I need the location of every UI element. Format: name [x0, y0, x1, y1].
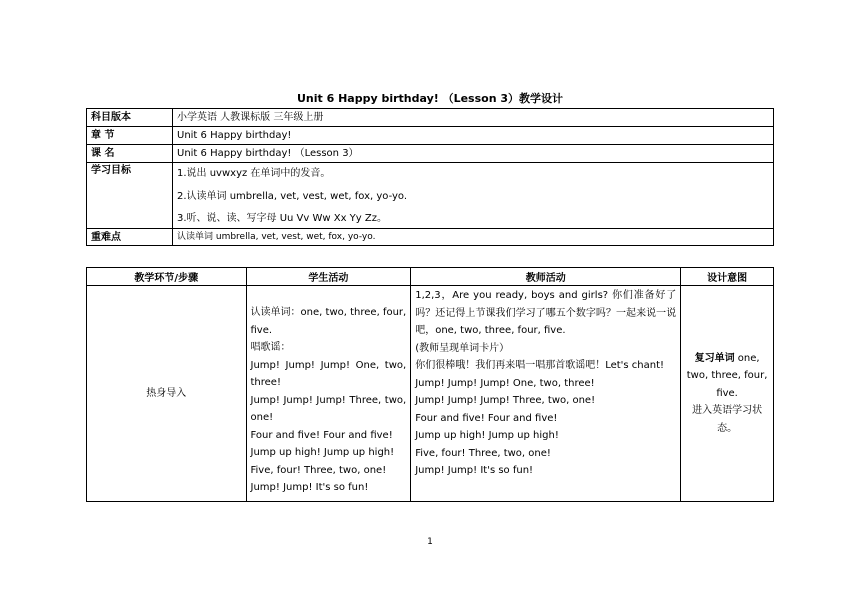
teacher-line: Jump! Jump! It's so fun! [415, 465, 534, 476]
table-row [87, 229, 774, 246]
student-line: Jump up high! Jump up high! [250, 447, 395, 458]
intent-words: one, two, three, four, five. [686, 352, 768, 399]
goal-item: 2.认读单词 umbrella, vet, vest, wet, fox, yo-yo. [177, 191, 408, 202]
teacher-line: Four and five! Four and five! [415, 412, 558, 424]
lesson-plan-table [86, 267, 774, 502]
goals-cell [173, 163, 774, 229]
table-row [87, 127, 774, 145]
key-points-label: 重难点 [87, 229, 173, 246]
course-info-table [86, 108, 774, 246]
table-header-row [87, 268, 774, 286]
table-row [87, 145, 774, 163]
column-header: 学生活动 [246, 268, 411, 286]
student-line: Jump! Jump! Jump! One, two, three! [250, 359, 407, 388]
teacher-line: (教师呈现单词卡片） [415, 342, 510, 354]
teacher-activity-cell [411, 286, 681, 502]
chapter-value: Unit 6 Happy birthday! [173, 127, 774, 145]
lesson-value: Unit 6 Happy birthday! （Lesson 3） [173, 145, 774, 163]
teacher-line: 1,2,3，Are you ready, boys and girls? 你们准备好了吗？还记得上节课我们学习了哪五个数字吗？一起来说一说吧，one, two, three, four, five. [415, 290, 677, 336]
student-line: 唱歌谣： [250, 342, 291, 353]
goal-item: 3.听、说、读、写字母 Uu Vv Ww Xx Yy Zz。 [177, 213, 387, 224]
student-line: Jump! Jump! It's so fun! [250, 482, 369, 493]
edition-value: 小学英语 人教课标版 三年级上册 [173, 109, 774, 127]
intent-rest: 进入英语学习状态。 [692, 405, 763, 434]
teacher-line: Jump up high! Jump up high! [415, 430, 559, 441]
step-cell: 热身导入 [87, 286, 247, 502]
column-header: 教学环节/步骤 [87, 268, 247, 286]
document-title: Unit 6 Happy birthday! （Lesson 3）教学设计 [296, 92, 564, 105]
design-intent-cell [681, 286, 774, 502]
student-activity-cell [246, 286, 411, 502]
teacher-line: Five, four! Three, two, one! [415, 447, 551, 459]
column-header: 教师活动 [411, 268, 681, 286]
table-row [87, 286, 774, 502]
key-points-value: 认读单词 umbrella, vet, vest, wet, fox, yo-yo. [173, 229, 774, 246]
teacher-line: Jump! Jump! Jump! One, two, three! [415, 377, 595, 389]
column-header: 设计意图 [681, 268, 774, 286]
edition-label: 科目版本 [87, 109, 173, 127]
page-number: 1 [427, 537, 433, 547]
student-line: 认读单词：one, two, three, four, five. [250, 307, 407, 336]
teacher-line: Jump! Jump! Jump! Three, two, one! [415, 395, 596, 406]
chapter-label: 章 节 [87, 127, 173, 145]
student-line: Jump! Jump! Jump! Three, two, one! [250, 394, 407, 423]
student-line: Five, four! Three, two, one! [250, 464, 387, 476]
goal-item: 1.说出 uvwxyz 在单词中的发音。 [177, 168, 331, 179]
intent-text [685, 350, 769, 403]
intent-bold-text: 复习单词 [694, 352, 735, 364]
teacher-line: 你们很棒哦！我们再来唱一唱那首歌谣吧！Let's chant! [415, 360, 665, 371]
goals-label: 学习目标 [87, 163, 173, 229]
table-row [87, 109, 774, 127]
table-row [87, 163, 774, 229]
student-line: Four and five! Four and five! [250, 429, 393, 441]
lesson-label: 课 名 [87, 145, 173, 163]
